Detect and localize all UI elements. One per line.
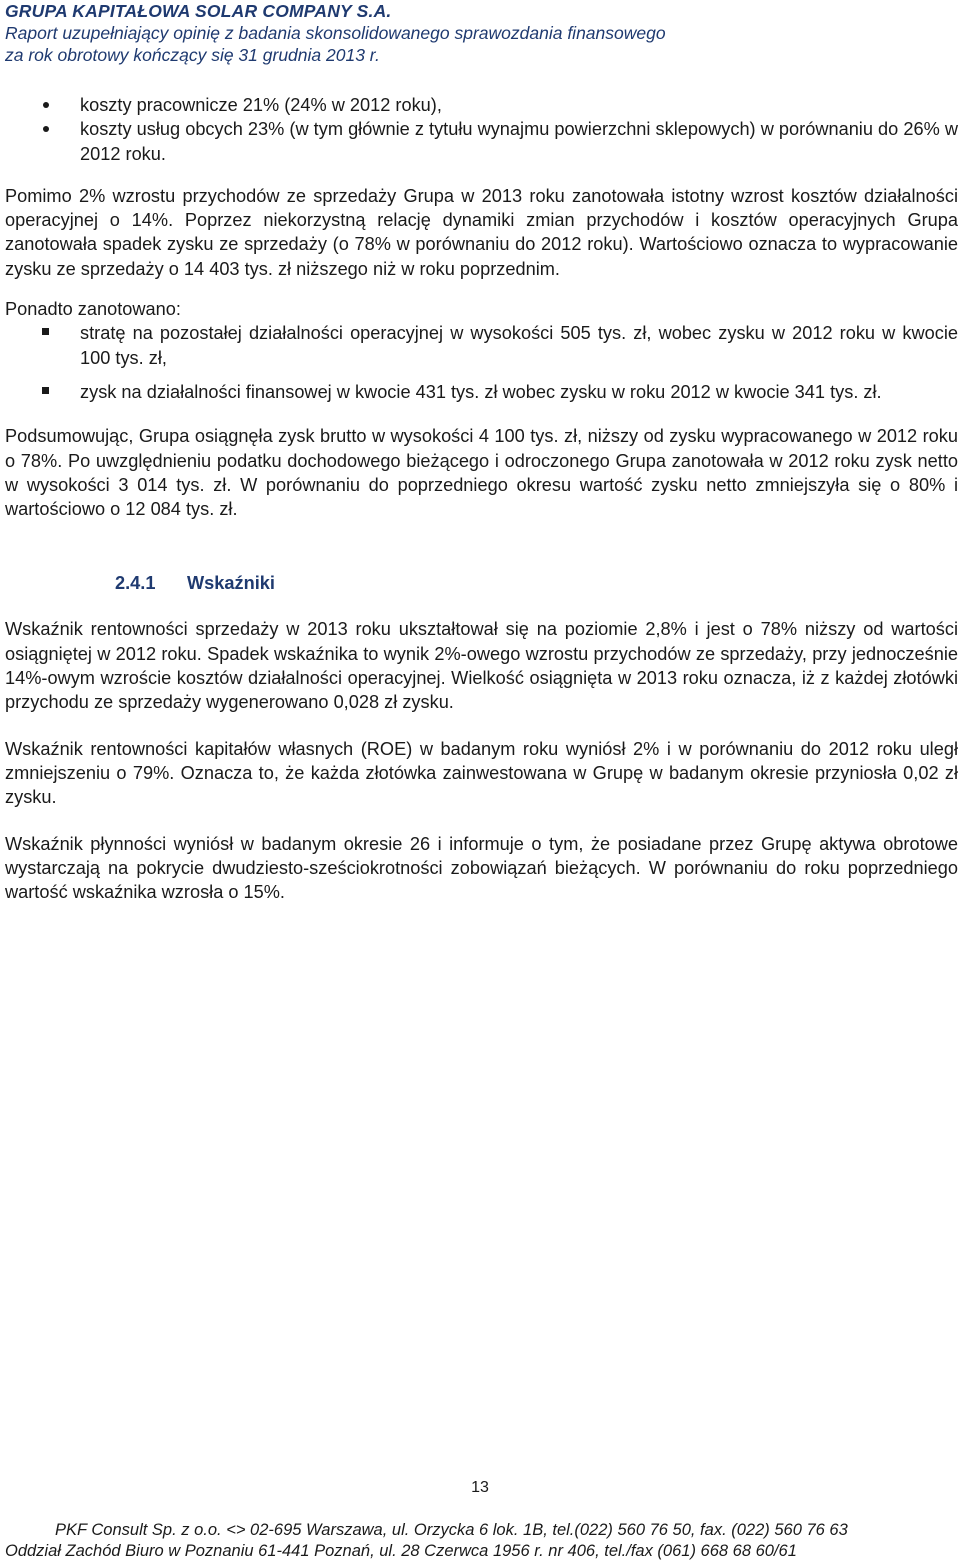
- section-number: 2.4.1: [115, 573, 156, 594]
- document-body: [5, 93, 958, 904]
- square-item-operating-loss: stratę na pozostałej działalności operacyjnej w wysokości 505 tys. zł, wobec zysku w 2012 roku w kwocie 100 tys. zł,: [5, 321, 958, 370]
- company-name: GRUPA KAPITAŁOWA SOLAR COMPANY S.A.: [5, 1, 392, 21]
- other-results-list: [5, 321, 958, 404]
- page-footer: [5, 1520, 960, 1562]
- paragraph-roe: Wskaźnik rentowności kapitałów własnych (ROE) w badanym roku wyniósł 2% i w porównaniu do 2012 roku uległ zmniejszeniu o 79%. Oznacza to, że każda złotówka zainwestowana w Grupę w badanym okresie przyniosła 0,02 zł zysku.: [5, 738, 958, 808]
- page-number: 13: [471, 1479, 489, 1496]
- cost-bullet-list: [5, 93, 958, 166]
- paragraph-summary: Podsumowując, Grupa osiągnęła zysk brutto w wysokości 4 100 tys. zł, niższy od zysku wypracowanego w 2012 roku o 78%. Po uwzględnieniu podatku dochodowego bieżącego i odroczonego Grupa zanotowała w 2012 roku zysk netto w wysokości 3 014 tys. zł. W porównaniu do poprzedniego okresu wartość zysku netto zmniejszyła się o 80% i wartościowo o 12 084 tys. zł.: [5, 426, 958, 520]
- footer-line-1: PKF Consult Sp. z o.o. <> 02-695 Warszawa, ul. Orzycka 6 lok. 1B, tel.(022) 560 76 50, fax. (022) 560 76 63: [55, 1521, 848, 1539]
- paragraph-sales-profitability: Wskaźnik rentowności sprzedaży w 2013 roku ukształtował się na poziomie 2,8% i jest o 78% niższy od wartości osiągniętej w 2012 roku. Spadek wskaźnika to wynik 2%-owego wzrostu przychodów ze sprzedaży, przy jednocześnie 14%-owym wzroście kosztów działalności operacyjnej. Wielkość osiągnięta w 2013 roku oznacza, iż z każdej złotówki przychodu ze sprzedaży wygenerowano 0,028 zł zysku.: [5, 619, 958, 713]
- section-title: Wskaźniki: [187, 573, 275, 594]
- report-subtitle-line-1: Raport uzupełniający opinię z badania skonsolidowanego sprawozdania finansowego: [5, 23, 666, 43]
- paragraph-furthermore: Ponadto zanotowano:: [5, 299, 181, 320]
- square-item-financial-profit: zysk na działalności finansowej w kwocie 431 tys. zł wobec zysku w roku 2012 w kwocie 341 tys. zł.: [5, 380, 958, 404]
- bullet-item-personnel-costs: koszty pracownicze 21% (24% w 2012 roku),: [5, 93, 958, 117]
- footer-line-2: Oddział Zachód Biuro w Poznaniu 61-441 Poznań, ul. 28 Czerwca 1956 r. nr 406, tel./fax (061) 668 68 60/61: [5, 1542, 797, 1560]
- report-subtitle-line-2: za rok obrotowy kończący się 31 grudnia 2013 r.: [5, 45, 380, 65]
- section-heading: [115, 571, 958, 595]
- page-header: [5, 0, 955, 66]
- paragraph-liquidity: Wskaźnik płynności wyniósł w badanym okresie 26 i informuje o tym, że posiadane przez Grupę aktywa obrotowe wystarczają na pokrycie dwudziesto-sześciokrotności zobowiązań bieżących. W porównaniu do roku poprzedniego wartość wskaźnika wzrosła o 15%.: [5, 833, 958, 903]
- bullet-item-external-services: koszty usług obcych 23% (w tym głównie z tytułu wynajmu powierzchni sklepowych) w porównaniu do 26% w 2012 roku.: [5, 117, 958, 166]
- paragraph-revenue-costs: Pomimo 2% wzrostu przychodów ze sprzedaży Grupa w 2013 roku zanotowała istotny wzrost kosztów działalności operacyjnej o 14%. Poprzez niekorzystną relację dynamiki zmian przychodów i kosztów operacyjnych Grupa zanotowała spadek zysku ze sprzedaży (o 78% w porównaniu do 2012 roku). Wartościowo oznacza to wypracowanie zysku ze sprzedaży o 14 403 tys. zł niższego niż w roku poprzednim.: [5, 185, 958, 279]
